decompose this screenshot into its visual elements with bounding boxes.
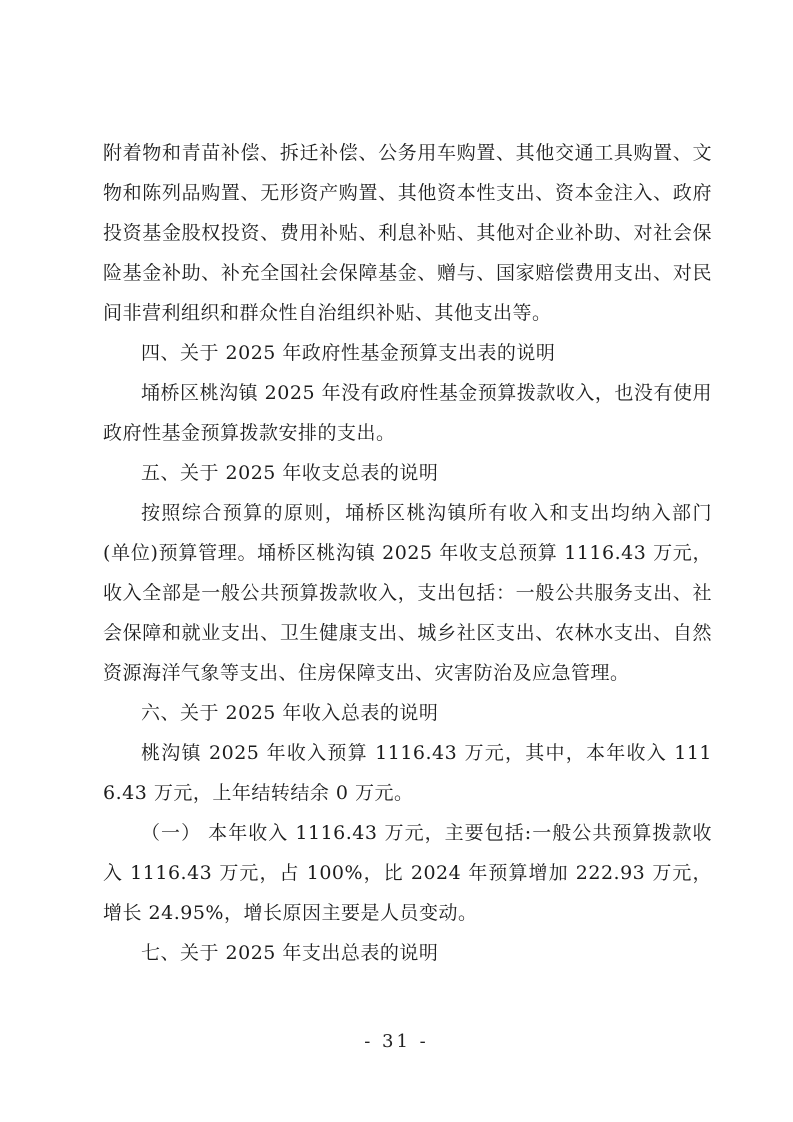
paragraph: 埇桥区桃沟镇 2025 年没有政府性基金预算拨款收入，也没有使用政府性基金预算拨款安排的支出。: [103, 382, 712, 444]
section-heading: 五、关于 2025 年收支总表的说明: [141, 462, 439, 484]
section-heading: 七、关于 2025 年支出总表的说明: [141, 942, 439, 964]
paragraph: 桃沟镇 2025 年收入预算 1116.43 万元，其中，本年收入 1116.43 万元，上年结转结余 0 万元。: [103, 742, 712, 804]
section-heading: 六、关于 2025 年收入总表的说明: [141, 702, 439, 724]
paragraph: （一） 本年收入 1116.43 万元，主要包括:一般公共预算拨款收入 1116.43 万元，占 100%，比 2024 年预算增加 222.93 万元，增长 24.95%，增长原因主要是人员变动。: [103, 822, 712, 924]
paragraph: 按照综合预算的原则，埇桥区桃沟镇所有收入和支出均纳入部门(单位)预算管理。埇桥区桃沟镇 2025 年收支总预算 1116.43 万元，收入全部是一般公共预算拨款收入，支出包括：一般公共服务支出、社会保障和就业支出、卫生健康支出、城乡社区支出、农林水支出、自然资源海洋气象等支出、住房保障支出、灾害防治及应急管理。: [103, 502, 712, 684]
document-content: [103, 133, 712, 973]
paragraph: 附着物和青苗补偿、拆迁补偿、公务用车购置、其他交通工具购置、文物和陈列品购置、无形资产购置、其他资本性支出、资本金注入、政府投资基金股权投资、费用补贴、利息补贴、其他对企业补助、对社会保险基金补助、补充全国社会保障基金、赠与、国家赔偿费用支出、对民间非营利组织和群众性自治组织补贴、其他支出等。: [103, 142, 712, 324]
section-heading: 四、关于 2025 年政府性基金预算支出表的说明: [141, 342, 556, 364]
page-number: - 31 -: [364, 1031, 429, 1052]
